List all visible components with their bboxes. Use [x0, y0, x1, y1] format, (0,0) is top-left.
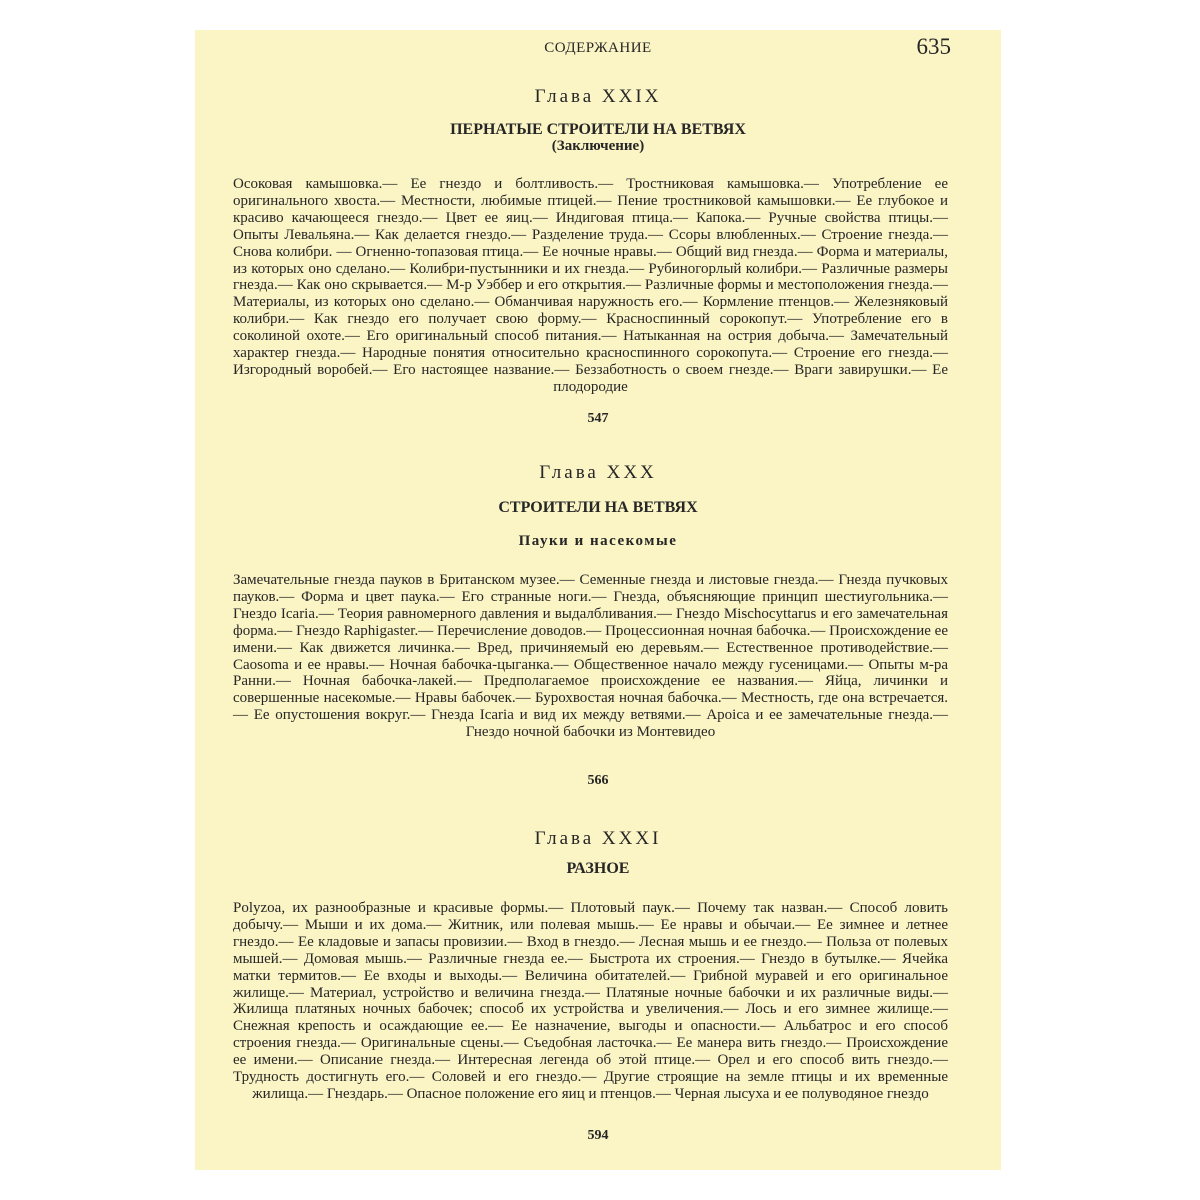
chapter-contents: Осоковая камышовка.— Ее гнездо и болтливость.— Тростниковая камышовка.— Употребление ее оригинального хвоста.— Местности, любимые птицей.— Пение тростниковой камышовки.— Ее глубокое и красиво качающееся гнездо.— Цвет ее яиц.— Индиговая птица.— Капока.— Ручные свойства птицы.— Опыты Левальяна.— Как делается гнездо.— Разделение труда.— Ссоры влюбленных.— Строение гнезда.— Снова колибри. — Огненно-топазовая птица.— Ее ночные нравы.— Общий вид гнезда.— Форма и материалы, из которых оно сделано.— Колибри-пустынники и их гнезда.— Рубиногорлый колибри.— Различные размеры гнезда.— Как оно скрывается.— М-р Уэббер и его открытия.— Различные формы и местоположения гнезда.— Материалы, из которых оно сделано.— Обманчивая наружность его.— Кормление птенцов.— Железняковый колибри.— Как гнездо его получает свою форму.— Красноспинный сорокопут.— Употребление его в соколиной охоте.— Его оригинальный способ питания.— Натыканная на острия добыча.— Замечательный характер гнезда.— Народные понятия относительно красноспинного сорокопута.— Строение его гнезда.— Изгородный воробей.— Его настоящее название.— Беззаботность о своем гнезде.— Враги завирушки.— Ее плодородие	[233, 176, 948, 395]
chapter-contents: Замечательные гнезда пауков в Британском музее.— Семенные гнезда и листовые гнезда.— Гнезда пучковых пауков.— Форма и цвет паука.— Его странные ноги.— Гнезда, объясняющие принцип шестиугольника.— Гнездо Icaria.— Теория равномерного давления и выдалбливания.— Гнездо Mischocyttarus и его замечательная форма.— Гнездо Raphigaster.— Перечисление доводов.— Процессионная ночная бабочка.— Происхождение ее имени.— Как движется личинка.— Вред, причиняемый ею деревьям.— Естественное противодействие.— Caosoma и ее нравы.— Ночная бабочка-цыганка.— Общественное начало между гусеницами.— Опыты м-ра Ранни.— Ночная бабочка-лакей.— Предполагаемое происхождение ее названия.— Яйца, личинки и совершенные насекомые.— Нравы бабочек.— Бурохвостая ночная бабочка.— Местность, где она встречается.— Ее опустошения вокруг.— Гнезда Icaria и вид их между ветвями.— Apoica и ее замечательные гнезда.— Гнездо ночной бабочки из Монтевидео	[233, 572, 948, 741]
chapter-title: Глава XXX	[539, 462, 657, 483]
chapter-title: Глава XXIX	[534, 86, 662, 107]
chapter-start-page: 594	[587, 1128, 609, 1143]
book-page	[195, 30, 1001, 1170]
chapter-subheading: Пауки и насекомые	[518, 533, 678, 549]
chapter-start-page: 547	[587, 411, 609, 426]
chapter-title: Глава XXXI	[534, 828, 662, 849]
chapter-start-page: 566	[587, 773, 609, 788]
chapter-heading: ПЕРНАТЫЕ СТРОИТЕЛИ НА ВЕТВЯХ	[450, 121, 746, 138]
page-number: 635	[916, 34, 951, 59]
chapter-heading: СТРОИТЕЛИ НА ВЕТВЯХ	[498, 499, 698, 516]
chapter-heading: РАЗНОЕ	[566, 860, 630, 877]
running-head: СОДЕРЖАНИЕ	[544, 40, 652, 56]
chapter-contents: Polyzoa, их разнообразные и красивые формы.— Плотовый паук.— Почему так назван.— Способ ловить добычу.— Мыши и их дома.— Житник, или полевая мышь.— Ее нравы и обычаи.— Ее зимнее и летнее гнездо.— Ее кладовые и запасы провизии.— Вход в гнездо.— Лесная мышь и ее гнездо.— Польза от полевых мышей.— Домовая мышь.— Различные гнезда ее.— Быстрота их строения.— Гнездо в бутылке.— Ячейка матки термитов.— Ее входы и выходы.— Величина обитателей.— Грибной муравей и его оригинальное жилище.— Материал, устройство и величина гнезда.— Платяные ночные бабочки и их различные виды.— Жилища платяных ночных бабочек; способ их устройства и увеличения.— Лось и его зимнее жилище.— Снежная крепость и осаждающие ее.— Ее назначение, выгоды и опасности.— Альбатрос и его способ строения гнезда.— Оригинальные сцены.— Съедобная ласточка.— Ее манера вить гнездо.— Происхождение ее имени.— Описание гнезда.— Интересная легенда об этой птице.— Орел и его способ вить гнездо.— Трудность достигнуть его.— Соловей и его гнездо.— Другие строящие на земле птицы и их временные жилища.— Гнездарь.— Опасное положение его яиц и птенцов.— Черная лысуха и ее полуводяное гнездо	[233, 900, 948, 1102]
chapter-subheading: (Заключение)	[551, 138, 645, 154]
